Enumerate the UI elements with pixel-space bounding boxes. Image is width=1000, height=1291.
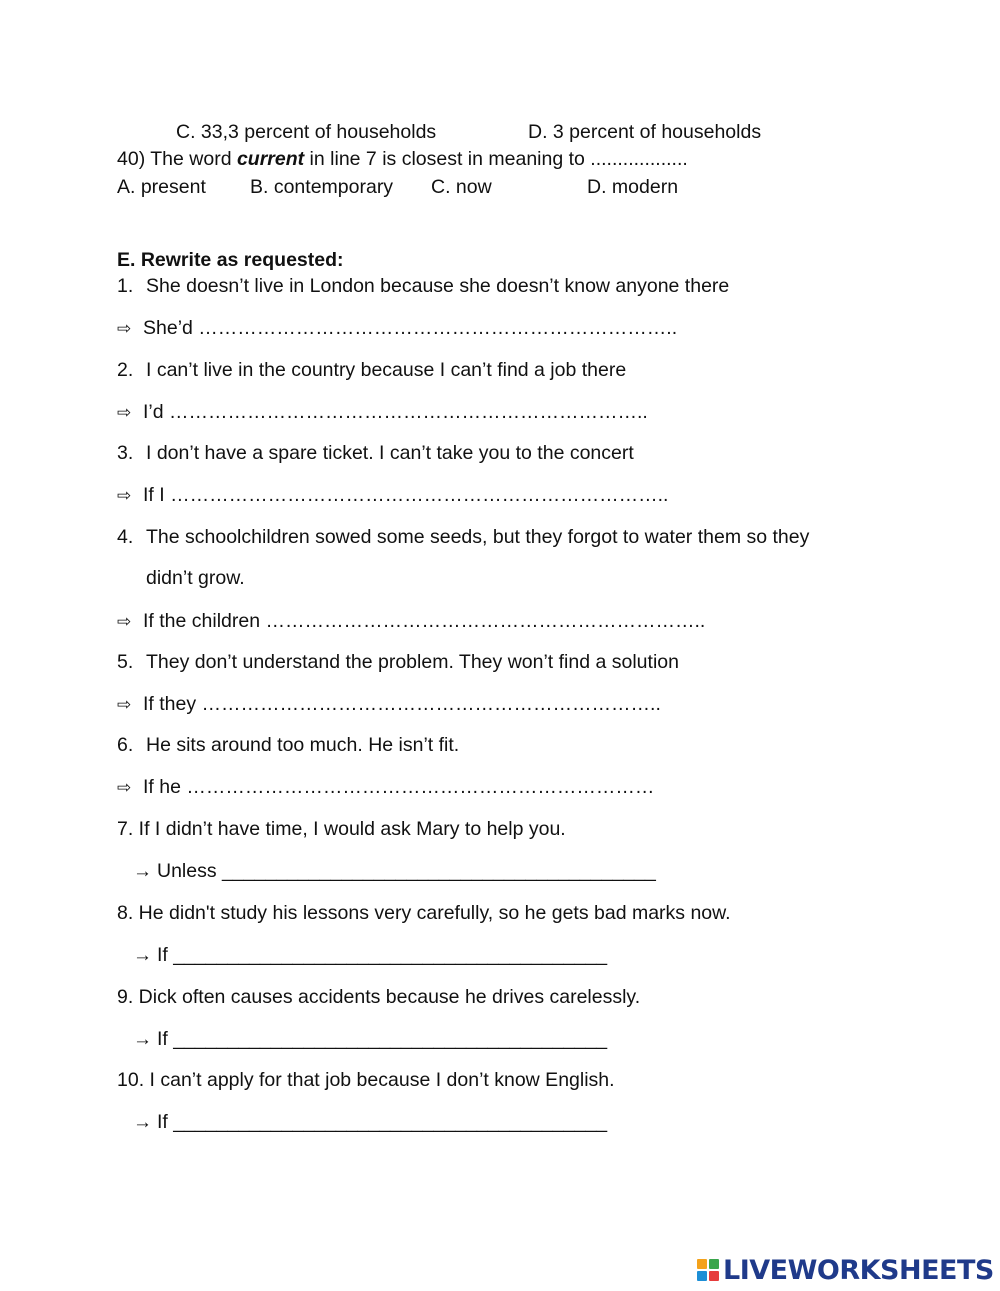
answer-text: If he ………………………………………………………………	[143, 776, 655, 798]
answer-line-4[interactable]	[117, 609, 705, 634]
rewrite-item-10: 10. I can’t apply for that job because I don’t know English.	[117, 1069, 615, 1091]
answer-line-7[interactable]	[133, 859, 656, 884]
answer-line-3[interactable]	[117, 483, 668, 508]
answer-text: If I …………………………………………………………………..	[143, 484, 669, 506]
item-number: 1.	[117, 275, 134, 297]
item-text: The schoolchildren sowed some seeds, but they forgot to water them so they	[146, 526, 810, 548]
rewrite-item-2	[117, 358, 626, 382]
rewrite-item-1	[117, 274, 729, 298]
answer-text: If the children …………………………………………………………..	[143, 610, 706, 632]
answer-text: She’d ………………………………………………………………..	[143, 317, 678, 339]
item-number: 5.	[117, 651, 134, 673]
q39-option-c: C. 33,3 percent of households	[176, 121, 437, 143]
item-text: She doesn’t live in London because she doesn’t know anyone there	[146, 275, 730, 297]
hollow-arrow-icon: ⇨	[117, 612, 132, 631]
item-text: They don’t understand the problem. They won’t find a solution	[146, 651, 679, 673]
answer-text: If ________________________________________	[157, 944, 608, 966]
answer-text: If they ……………………………………………………………..	[143, 693, 661, 715]
q40-option-b: B. contemporary	[250, 176, 394, 198]
q40-option-d: D. modern	[587, 176, 679, 198]
section-e-heading: E. Rewrite as requested:	[117, 249, 344, 271]
hollow-arrow-icon: ⇨	[117, 403, 132, 422]
logo-block	[697, 1271, 707, 1281]
item-text: He sits around too much. He isn’t fit.	[146, 734, 460, 756]
arrow-right-icon: →	[133, 1112, 152, 1133]
q39-option-d: D. 3 percent of households	[528, 121, 762, 143]
arrow-right-icon: →	[133, 1029, 152, 1050]
logo-blocks-icon	[697, 1259, 719, 1281]
rewrite-item-6	[117, 733, 459, 757]
item-number: 4.	[117, 526, 134, 548]
q40-option-c: C. now	[431, 176, 492, 198]
answer-line-5[interactable]	[117, 692, 661, 717]
logo-block	[697, 1259, 707, 1269]
answer-line-6[interactable]	[117, 775, 654, 800]
q40-question	[117, 147, 688, 171]
answer-line-8[interactable]	[133, 943, 607, 968]
answer-line-10[interactable]	[133, 1110, 607, 1135]
q40-suffix: in line 7 is closest in meaning to ..................	[304, 148, 688, 170]
answer-text: Unless ________________________________________	[157, 860, 656, 882]
answer-line-2[interactable]	[117, 400, 648, 425]
answer-line-9[interactable]	[133, 1027, 607, 1052]
hollow-arrow-icon: ⇨	[117, 695, 132, 714]
arrow-right-icon: →	[133, 861, 152, 882]
item-number: 6.	[117, 734, 134, 756]
item-number: 3.	[117, 442, 134, 464]
rewrite-item-9: 9. Dick often causes accidents because he drives carelessly.	[117, 986, 641, 1008]
answer-line-1[interactable]	[117, 316, 677, 341]
rewrite-item-4-continued: didn’t grow.	[146, 567, 245, 589]
liveworksheets-logo[interactable]	[697, 1252, 994, 1288]
q40-prefix: 40) The word	[117, 148, 237, 170]
q40-keyword: current	[236, 148, 305, 170]
rewrite-item-8: 8. He didn't study his lessons very carefully, so he gets bad marks now.	[117, 902, 731, 924]
arrow-right-icon: →	[133, 945, 152, 966]
hollow-arrow-icon: ⇨	[117, 778, 132, 797]
logo-block	[709, 1271, 719, 1281]
hollow-arrow-icon: ⇨	[117, 486, 132, 505]
hollow-arrow-icon: ⇨	[117, 319, 132, 338]
logo-text: LIVEWORKSHEETS	[723, 1254, 994, 1286]
rewrite-item-5	[117, 650, 679, 674]
answer-text: I’d ………………………………………………………………..	[143, 401, 648, 423]
answer-text: If ________________________________________	[157, 1028, 608, 1050]
item-number: 2.	[117, 359, 134, 381]
q40-option-a: A. present	[117, 176, 206, 198]
item-text: I can’t live in the country because I can’t find a job there	[146, 359, 627, 381]
rewrite-item-3	[117, 441, 634, 465]
rewrite-item-7: 7. If I didn’t have time, I would ask Mary to help you.	[117, 818, 566, 840]
logo-block	[709, 1259, 719, 1269]
item-text: I don’t have a spare ticket. I can’t take you to the concert	[146, 442, 634, 464]
answer-text: If ________________________________________	[157, 1111, 608, 1133]
rewrite-item-4	[117, 525, 809, 549]
